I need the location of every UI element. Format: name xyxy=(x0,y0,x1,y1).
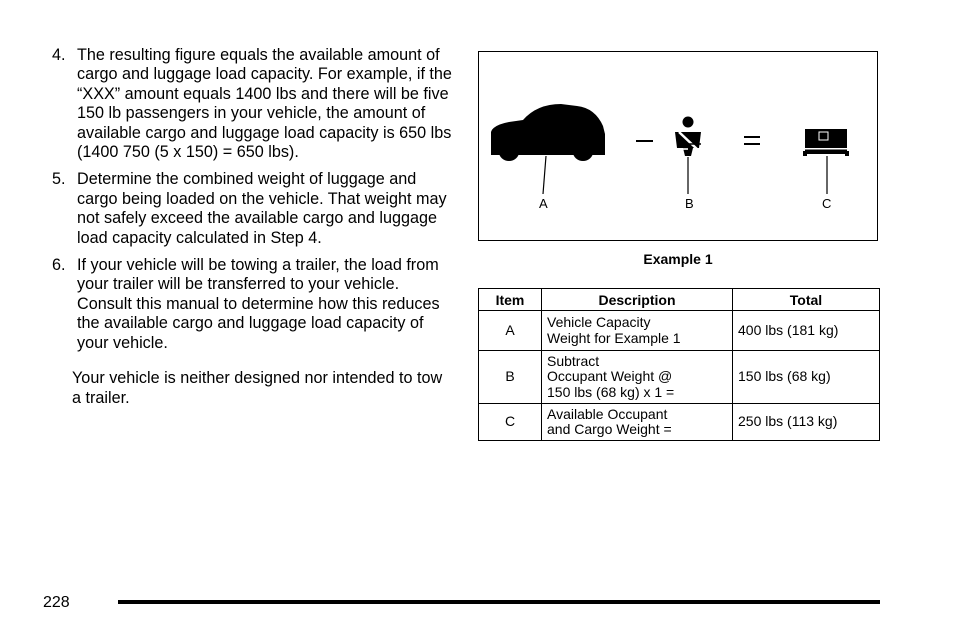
cell-total: 400 lbs (181 kg) xyxy=(733,311,880,351)
instructions-column xyxy=(52,46,452,424)
figure-illustration xyxy=(479,52,879,242)
cell-description: Available Occupant and Cargo Weight = xyxy=(542,404,733,441)
car-icon xyxy=(491,104,605,194)
cell-item: A xyxy=(479,311,542,351)
steps-list xyxy=(52,46,452,353)
label-a: A xyxy=(539,196,548,211)
cell-total: 150 lbs (68 kg) xyxy=(733,351,880,404)
header-total: Total xyxy=(733,289,880,311)
trailer-note: Your vehicle is neither designed nor intended to tow a trailer. xyxy=(72,369,443,407)
step-text: The resulting figure equals the available amount of cargo and luggage load capacity. For example, if the “XXX” amount equals 1400 lbs and there will be five 150 lb passengers in your vehicle, the amount of available cargo and luggage load capacity is 650 lbs (1400 750 (5 x 150) = 650 lbs). xyxy=(77,46,452,162)
header-item: Item xyxy=(479,289,542,311)
page-number: 228 xyxy=(43,594,70,611)
table-row xyxy=(479,311,880,351)
cell-description: Subtract Occupant Weight @ 150 lbs (68 kg) x 1 = xyxy=(542,351,733,404)
table-row xyxy=(479,351,880,404)
load-calculation-table xyxy=(478,288,880,441)
header-description: Description xyxy=(542,289,733,311)
label-b: B xyxy=(685,196,694,211)
footer-rule xyxy=(118,600,880,604)
label-c: C xyxy=(822,196,832,211)
table-row xyxy=(479,404,880,441)
example-figure xyxy=(478,51,878,241)
seatbelt-occupant-icon xyxy=(675,117,701,195)
step-text: If your vehicle will be towing a trailer, the load from your trailer will be transferred to your vehicle. Consult this manual to determine how this reduces the available cargo and luggage load capacity of your vehicle. xyxy=(77,256,440,352)
step-text: Determine the combined weight of luggage and cargo being loaded on the vehicle. That weight may not safely exceed the available cargo and luggage load capacity calculated in Step 4. xyxy=(77,170,447,247)
cargo-box-icon xyxy=(803,129,849,194)
step-item-5 xyxy=(52,170,452,248)
table-header-row xyxy=(479,289,880,311)
cell-item: C xyxy=(479,404,542,441)
step-item-6 xyxy=(52,256,452,353)
minus-sign xyxy=(636,140,653,142)
cell-description: Vehicle Capacity Weight for Example 1 xyxy=(542,311,733,351)
cell-item: B xyxy=(479,351,542,404)
cell-total: 250 lbs (113 kg) xyxy=(733,404,880,441)
step-number: 4. xyxy=(52,46,66,64)
step-number: 5. xyxy=(52,170,66,189)
figure-caption: Example 1 xyxy=(643,251,713,267)
equals-sign xyxy=(744,136,760,145)
step-item-4 xyxy=(52,46,452,162)
step-number: 6. xyxy=(52,256,66,275)
